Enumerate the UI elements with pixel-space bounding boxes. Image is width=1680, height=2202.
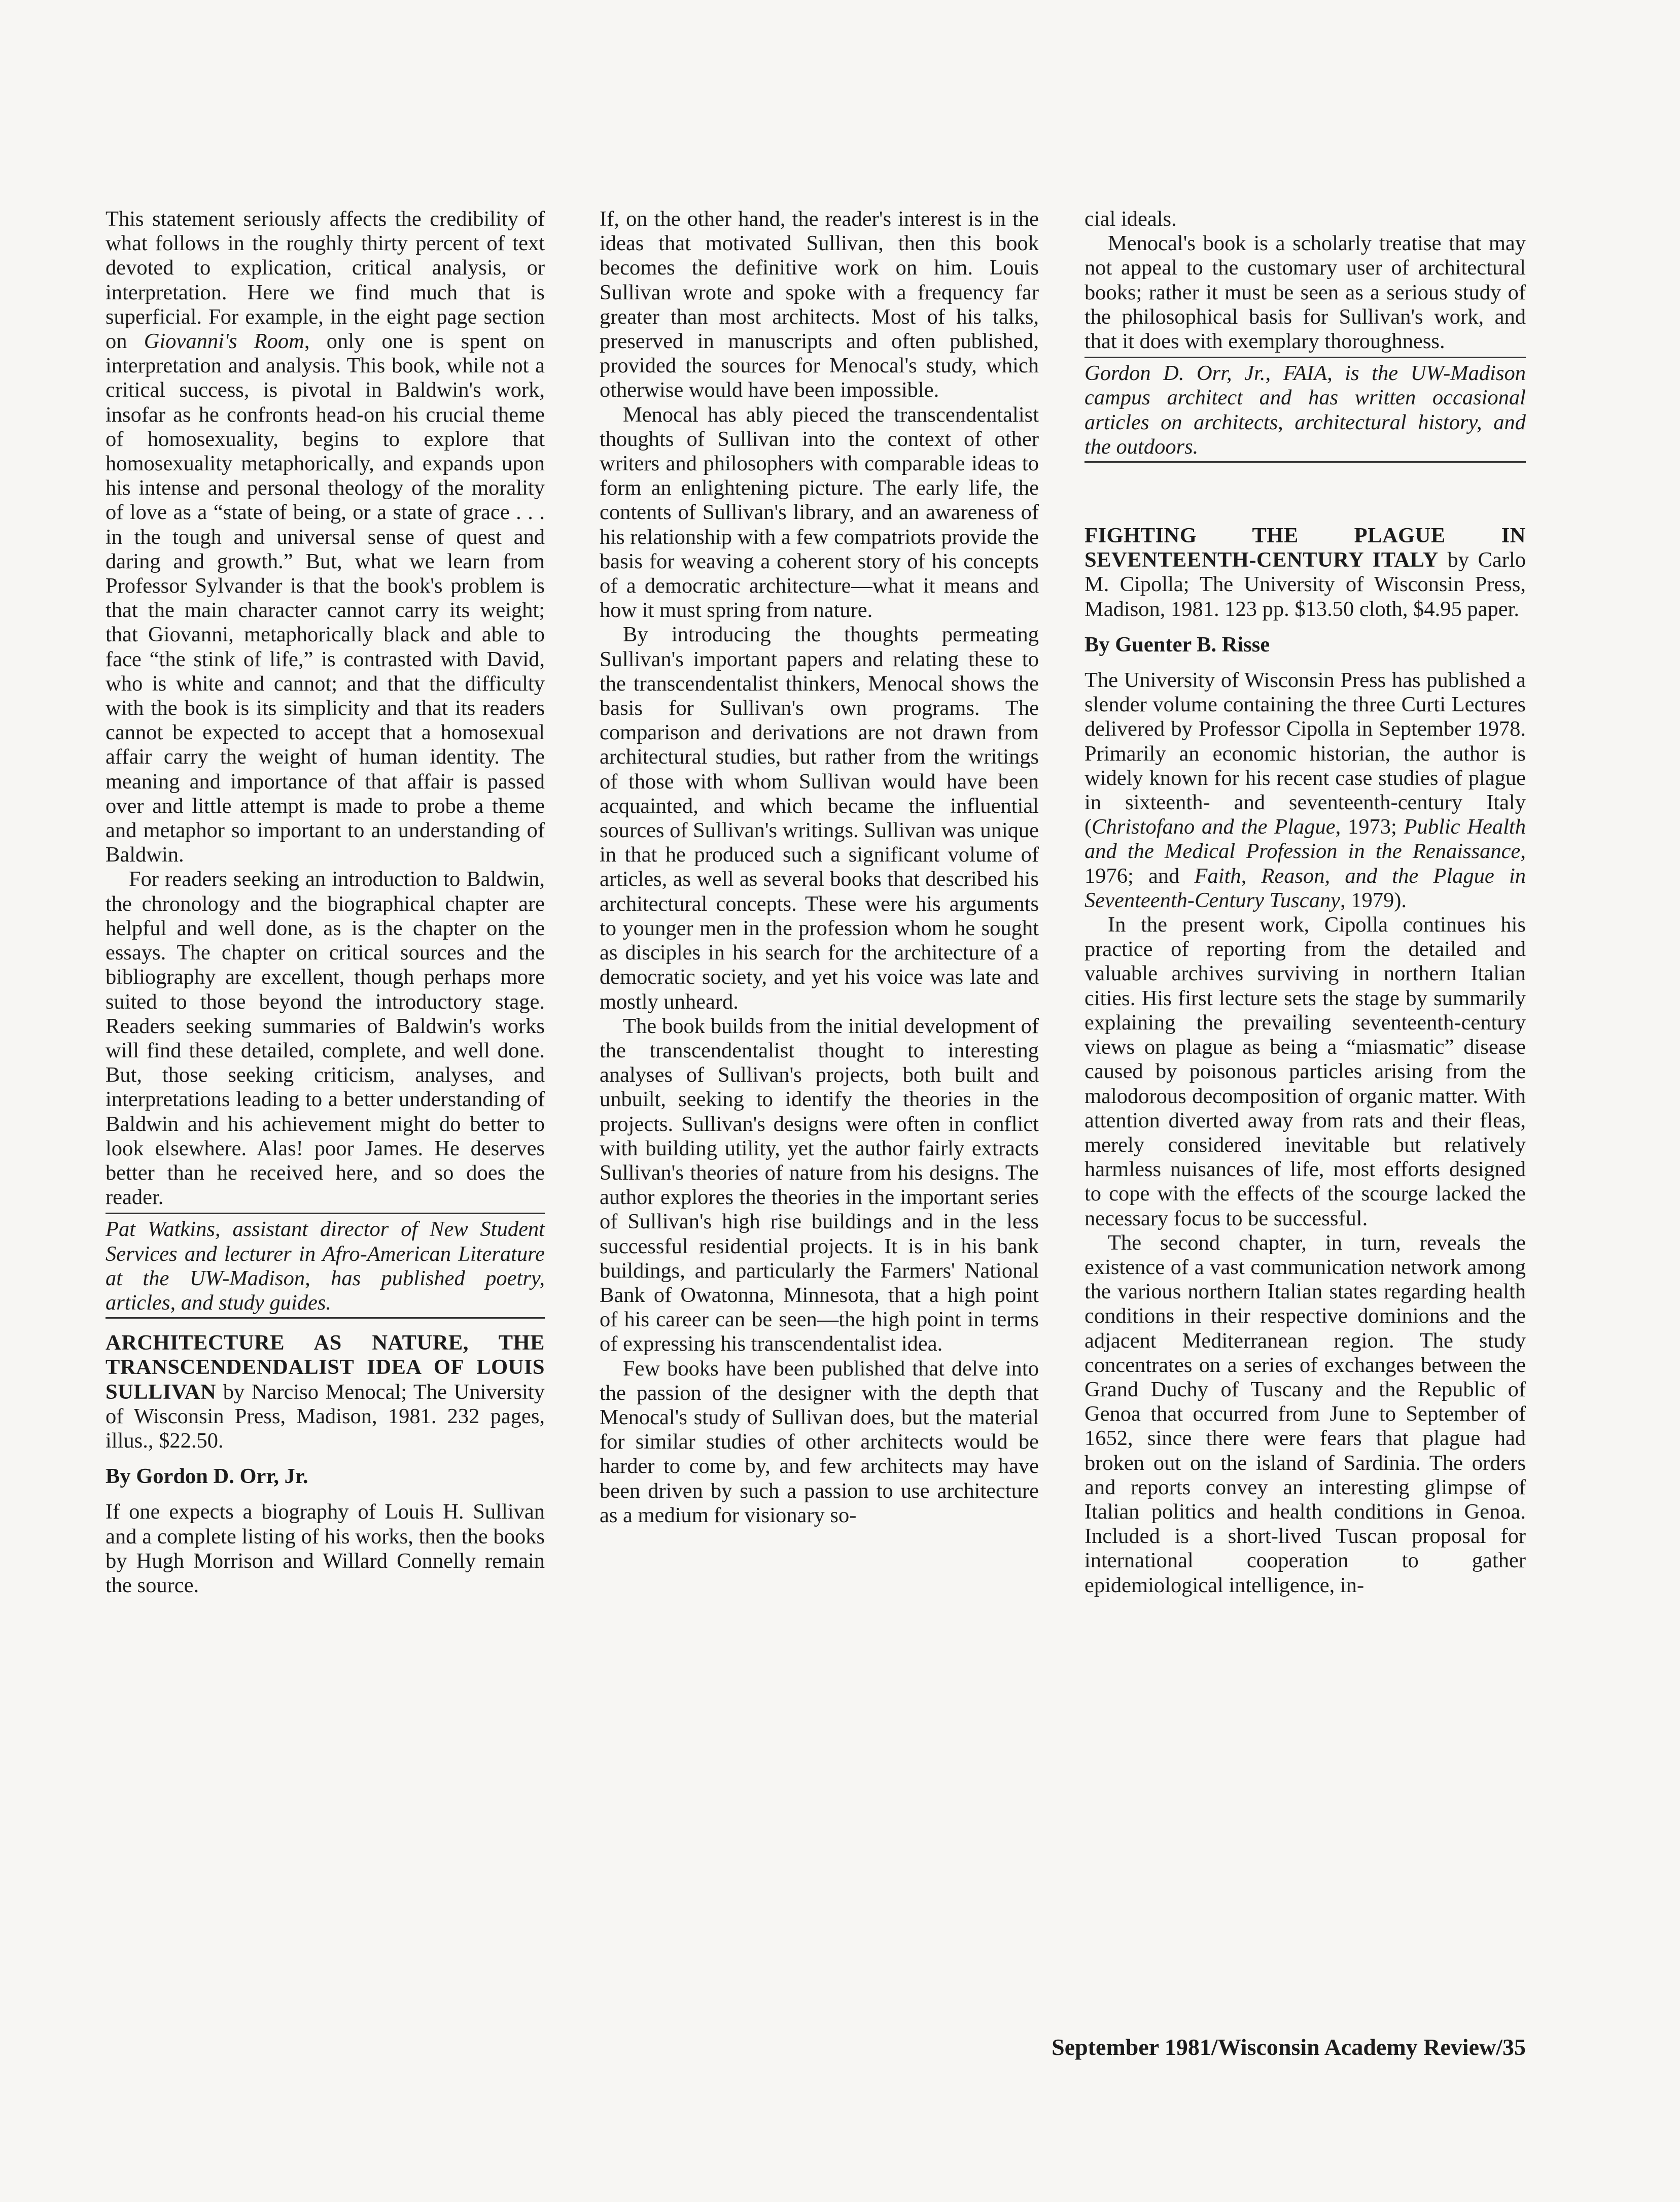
review-details: by Narciso Menocal; The University of Wisconsin Press, Madison, 1981. 232 pages, illus., $22.50. [106,1380,545,1453]
review-details: by Carlo M. Cipolla; The University of Wisconsin Press, Madison, 1981. 123 pp. $13.50 cloth, $4.95 paper. [1084,548,1526,621]
book-title: Public Health and the Medical Profession in the Renaissance [1084,815,1526,864]
column-1 [106,207,545,1598]
paragraph: Menocal's book is a scholarly treatise that may not appeal to the customary user of architectural books; rather it must be seen as a serious study of the philosophical basis for Sullivan's work, and that it does with exemplary thoroughness. [1084,231,1526,354]
paragraph: If one expects a biography of Louis H. Sullivan and a complete listing of his works, then the books by Hugh Morrison and Willard Connelly remain the source. [106,1500,545,1597]
paragraph-text: , 1976; and [1084,839,1526,888]
paragraph: If, on the other hand, the reader's interest is in the ideas that motivated Sullivan, then this book becomes the definitive work on him. Louis Sullivan wrote and spoke with a frequency far greater than most architects. Most of his talks, preserved in manuscripts and often published, provided the sources for Menocal's study, which otherwise would have been impossible. [600,207,1039,402]
paragraph: By introducing the thoughts permeating Sullivan's important papers and relating these to the transcendentalist thinkers, Menocal shows the basis for Sullivan's own programs. The comparison and derivations are not drawn from architectural studies, but rather from the writings of those with whom Sullivan would have been acquainted, and which became the influential sources of Sullivan's writings. Sullivan was unique in that he produced such a significant volume of articles, as well as several books that described his architectural concepts. These were his arguments to younger men in the profession whom he sought as disciples in his search for the architecture of a democratic society, and yet his voice was late and mostly unheard. [600,623,1039,1014]
paragraph: The book builds from the initial development of the transcendentalist thought to interesting analyses of Sullivan's projects, both built and unbuilt, seeking to identify the theories in the projects. Sullivan's designs were often in conflict with building utility, yet the author fairly extracts Sullivan's theories of nature from his designs. The author explores the theories in the important series of Sullivan's high rise buildings and in the less successful residential projects. It is in his bank buildings, and particularly the Farmers' National Bank of Owatonna, Minnesota, that a high point of his career can be seen—the high point in terms of expressing his transcendentalist idea. [600,1014,1039,1356]
paragraph-text: The University of Wisconsin Press has published a slender volume containing the three Curti Lectures delivered by Professor Cipolla in September 1978. Primarily an economic historian, the author is widely known for his recent case studies of plague in sixteenth- and seventeenth-century Italy ( [1084,668,1526,839]
review-heading [106,1331,545,1453]
review-title: ARCHITECTURE AS NATURE, THE TRANSCENDENDALIST IDEA OF LOUIS SULLIVAN [106,1331,545,1404]
review-title: FIGHTING THE PLAGUE IN SEVENTEENTH-CENTURY ITALY [1084,524,1526,572]
paragraph-text: , 1973; [1335,815,1404,839]
paragraph: cial ideals. [1084,207,1177,231]
column-3 [1084,207,1526,1598]
book-title: Faith, Reason, and the Plague in Seventeenth-Century Tuscany [1084,864,1526,912]
paragraph: Menocal has ably pieced the transcendentalist thoughts of Sullivan into the context of other writers and philosophers with comparable ideas to form an enlightening picture. The early life, the contents of Sullivan's library, and an awareness of his relationship with a few compatriots provide the basis for weaving a coherent story of his concepts of a democratic architecture—what it means and how it must spring from nature. [600,402,1039,623]
paragraph: In the present work, Cipolla continues his practice of reporting from the detailed and valuable archives surviving in northern Italian cities. His first lecture sets the stage by summarily explaining the prevailing seventeenth-century views on plague as being a “miasmatic” disease caused by poisonous particles arising from the malodorous decomposition of organic matter. With attention diverted away from rats and their fleas, merely considered inevitable but relatively harmless nuisances of life, most efforts designed to cope with the effects of the scourge lacked the necessary focus to be successful. [1084,913,1526,1230]
author-bio: Gordon D. Orr, Jr., FAIA, is the UW-Madison campus architect and has written occasional articles on architects, architectural history, and the outdoors. [1084,357,1526,463]
author-bio: Pat Watkins, assistant director of New Student Services and lecturer in Afro-American Literature at the UW-Madison, has published poetry, articles, and study guides. [106,1213,545,1319]
byline: By Guenter B. Risse [1084,632,1270,657]
book-title: Giovanni's Room [144,329,304,354]
book-title: Christofano and the Plague [1092,815,1336,839]
review-heading [1084,524,1526,622]
paragraph-text: , only one is spent on interpretation and analysis. This book, while not a critical success, is pivotal in Baldwin's work, insofar as he confronts head-on his crucial theme of homosexuality, begins to explore that homosexuality metaphorically, and expands upon his intense and personal theology of the morality of love as a “state of being, or a state of grace . . . in the tough and universal sense of quest and daring and growth.” But, what we learn from Professor Sylvander is that the book's problem is that the main character cannot carry its weight; that Giovanni, metaphorically black and able to face “the stink of life,” is contrasted with David, who is white and cannot; and that the difficulty with the book is its simplicity and that its readers cannot be expected to accept that a homosexual affair carry the weight of human identity. The meaning and importance of that affair is passed over and little attempt is made to probe a theme and metaphor so important to an understanding of Baldwin. [106,329,545,867]
paragraph [1084,668,1526,913]
byline: By Gordon D. Orr, Jr. [106,1464,308,1489]
paragraph [106,207,545,867]
column-2 [600,207,1039,1528]
paragraph: The second chapter, in turn, reveals the existence of a vast communication network among the various northern Italian states regarding health conditions in their respective dominions and the adjacent Mediterranean region. The study concentrates on a series of exchanges between the Grand Duchy of Tuscany and the Republic of Genoa that occurred from June to September of 1652, since there were fears that plague had broken out on the island of Sardinia. The orders and reports convey an interesting glimpse of Italian politics and health conditions in Genoa. Included is a short-lived Tuscan proposal for international cooperation to gather epidemiological intelligence, in- [1084,1230,1526,1597]
paragraph: For readers seeking an introduction to Baldwin, the chronology and the biographical chapter are helpful and well done, as is the chapter on the essays. The chapter on critical sources and the bibliography are excellent, though perhaps more suited to those beyond the introductory stage. Readers seeking summaries of Baldwin's works will find these detailed, complete, and well done. But, those seeking criticism, analyses, and interpretations leading to a better understanding of Baldwin and his achievement might do better to look elsewhere. Alas! poor James. He deserves better than he received here, and so does the reader. [106,867,545,1210]
paragraph-text: This statement seriously affects the credibility of what follows in the roughly thirty percent of text devoted to explication, critical analysis, or interpretation. Here we find much that is superficial. For example, in the eight page section on [106,207,545,354]
page-footer: September 1981/Wisconsin Academy Review/35 [1052,2034,1526,2060]
paragraph: Few books have been published that delve into the passion of the designer with the depth that Menocal's study of Sullivan does, but the material for similar studies of other architects would be harder to come by, and few architects may have been driven by such a passion to use architecture as a medium for visionary so- [600,1356,1039,1527]
paragraph-text: , 1979). [1340,888,1407,912]
